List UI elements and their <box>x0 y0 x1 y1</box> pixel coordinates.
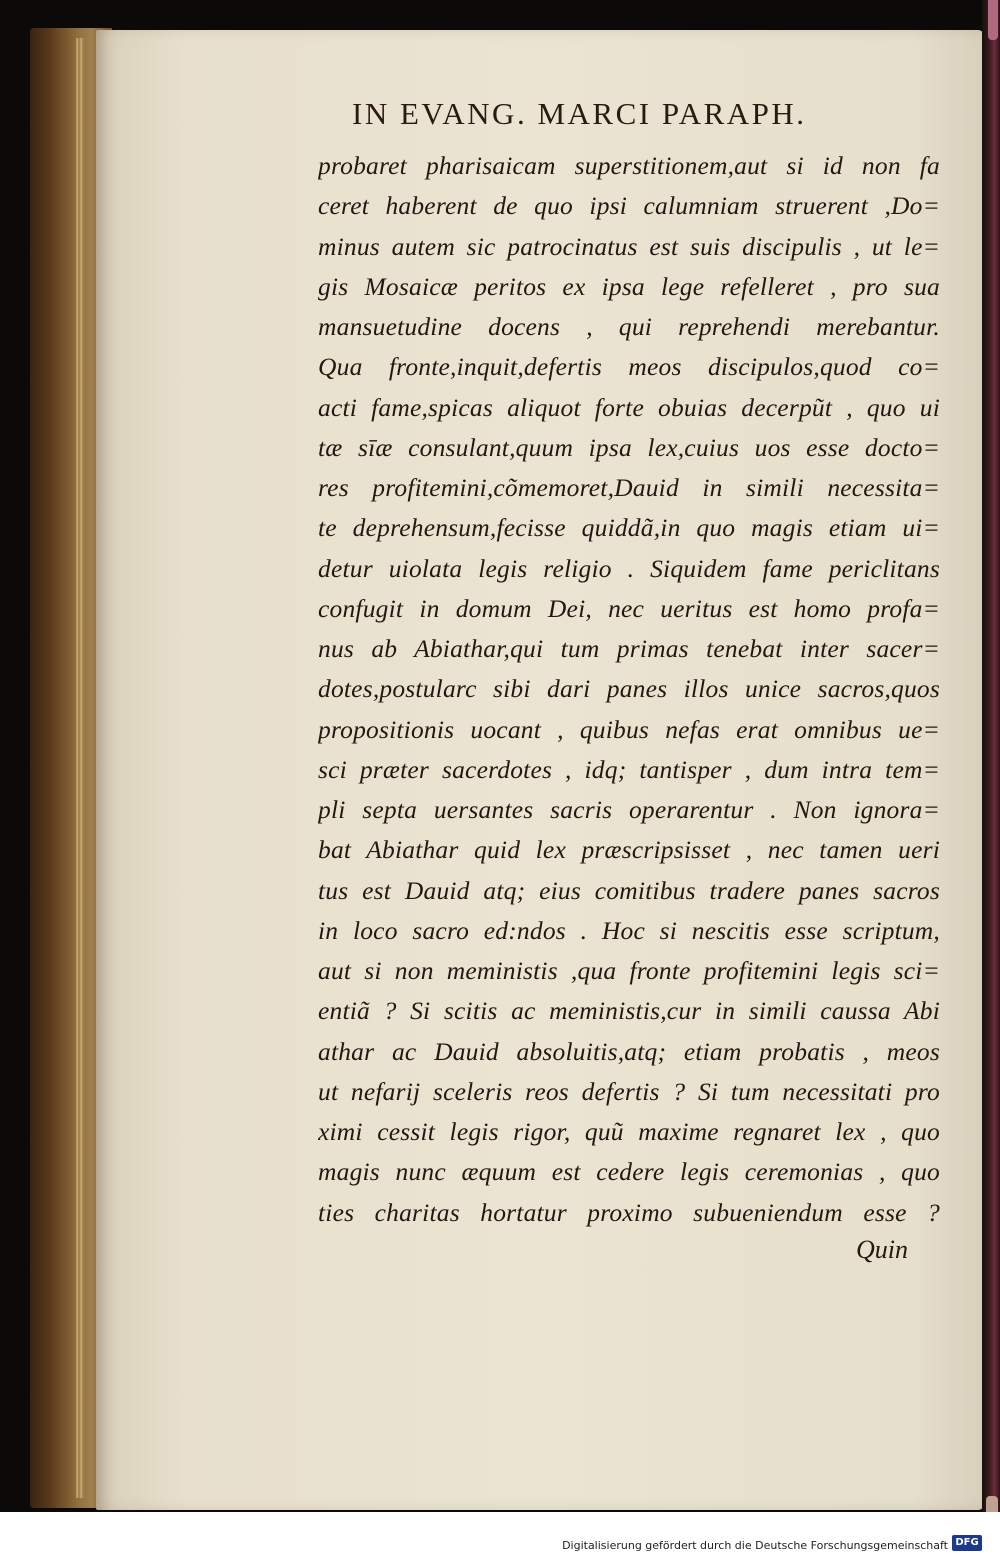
text-line: res profitemini,cõmemoret,Dauid in simili necessita= <box>318 473 940 502</box>
dfg-logo: DFG <box>952 1535 982 1551</box>
text-line: gis Mosaicæ peritos ex ipsa lege refelleret , pro sua <box>318 271 940 301</box>
text-line: sci præter sacerdotes , idq; tantisper , dum intra tem= <box>318 754 940 784</box>
text-line: ximi cessit legis rigor, quũ maxime regnaret lex , quo <box>318 1117 940 1146</box>
catchword: Quin <box>856 1235 908 1264</box>
text-line: athar ac Dauid absoluitis,atq; etiam probatis , meos <box>318 1036 940 1066</box>
text-line: propositionis uocant , quibus nefas erat omnibus ue= <box>318 714 940 744</box>
text-line: in loco sacro ed:ndos . Hoc si nescitis esse scriptum, <box>318 915 940 945</box>
body-text <box>318 146 940 1233</box>
text-line: aut si non meministis ,qua fronte profitemini legis sci= <box>318 956 940 985</box>
text-line: entiã ? Si scitis ac meministis,cur in simili caussa Abi <box>318 996 940 1026</box>
text-line: ut nefarij sceleris reos defertis ? Si tum necessitati pro <box>318 1076 940 1106</box>
text-line: magis nunc æquum est cedere legis ceremonias , quo <box>318 1157 940 1187</box>
text-line: tæ sīæ consulant,quum ipsa lex,cuius uos esse docto= <box>318 432 940 462</box>
text-line: Qua fronte,inquit,defertis meos discipulos,quod co= <box>318 352 940 382</box>
text-line: pli septa uersantes sacris operarentur . Non ignora= <box>318 795 940 824</box>
text-line: bat Abiathar quid lex præscripsisset , nec tamen ueri <box>318 835 940 865</box>
text-line: ties charitas hortatur proximo subueniendum esse ? <box>318 1197 940 1227</box>
text-line: detur uiolata legis religio . Siquidem fame periclitans <box>318 553 940 583</box>
text-line: dotes,postularc sibi dari panes illos unice sacros,quos <box>318 674 940 704</box>
running-title: IN EVANG. MARCI PARAPH. <box>352 96 807 131</box>
text-line: confugit in domum Dei, nec ueritus est homo profa= <box>318 593 940 623</box>
text-line: acti fame,spicas aliquot forte obuias decerpũt , quo ui <box>318 392 940 422</box>
text-line: tus est Dauid atq; eius comitibus tradere panes sacros <box>318 875 940 905</box>
text-line: minus autem sic patrocinatus est suis discipulis , ut le= <box>318 231 940 261</box>
facing-page-edge <box>982 0 1000 1556</box>
footer-credit: Digitalisierung gefördert durch die Deutsche Forschungsgemeinschaft <box>562 1539 948 1552</box>
text-line: te deprehensum,fecisse quiddã,in quo magis etiam ui= <box>318 513 940 543</box>
text-line: mansuetudine docens , qui reprehendi merebantur. <box>318 312 940 341</box>
text-line: probaret pharisaicam superstitionem,aut si id non fa <box>318 151 940 180</box>
text-line: nus ab Abiathar,qui tum primas tenebat inter sacer= <box>318 634 940 663</box>
text-line: ceret haberent de quo ipsi calumniam struerent ,Do= <box>318 191 940 221</box>
